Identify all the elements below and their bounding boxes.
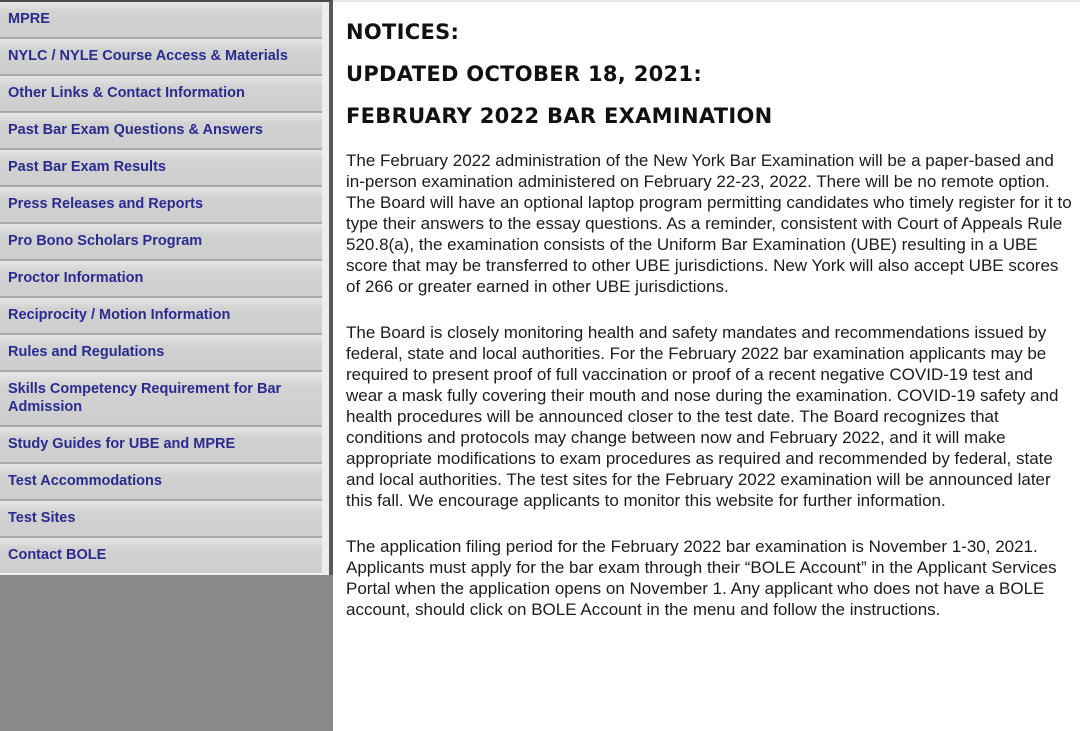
sidebar-item-press-releases-and-reports[interactable]: Press Releases and Reports: [0, 185, 322, 222]
sidebar-item-test-accommodations[interactable]: Test Accommodations: [0, 462, 322, 499]
sidebar-item-rules-and-regulations[interactable]: Rules and Regulations: [0, 333, 322, 370]
health-safety-paragraph: The Board is closely monitoring health and safety mandates and recommendations issued by federal, state and local authorities. For the February 2022 bar examination applicants may be required to present proof of full vaccination or proof of a recent negative COVID-19 test and wear a mask fully covering their mouth and nose during the examination. COVID-19 safety and health procedures will be announced closer to the test date. The Board recognizes that conditions and protocols may change between now and February 2022, and it will make appropriate modifications to exam procedures as required and recommended by federal, state and local authorities. The test sites for the February 2022 examination will be announced later this fall. We encourage applicants to monitor this website for further information.: [346, 323, 1059, 510]
notices-heading: NOTICES:: [346, 20, 460, 44]
sidebar-item-proctor-information[interactable]: Proctor Information: [0, 259, 322, 296]
sidebar-item-past-bar-exam-results[interactable]: Past Bar Exam Results: [0, 148, 322, 185]
sidebar-item-pro-bono-scholars-program[interactable]: Pro Bono Scholars Program: [0, 222, 322, 259]
sidebar-item-test-sites[interactable]: Test Sites: [0, 499, 322, 536]
notices-content: [333, 0, 1080, 731]
exam-heading: FEBRUARY 2022 BAR EXAMINATION: [346, 104, 773, 128]
sidebar-item-other-links-contact-information[interactable]: Other Links & Contact Information: [0, 74, 322, 111]
sidebar-item-nylc-nyle-course-access-materials[interactable]: NYLC / NYLE Course Access & Materials: [0, 37, 322, 74]
updated-date-heading: UPDATED OCTOBER 18, 2021:: [346, 62, 703, 86]
sidebar-item-mpre[interactable]: MPRE: [0, 2, 322, 37]
exam-overview-paragraph: The February 2022 administration of the New York Bar Examination will be a paper-based and in-person examination administered on February 22-23, 2022. There will be no remote option. The Board will have an optional laptop program permitting candidates who timely register for it to type their answers to the essay questions. As a reminder, consistent with Court of Appeals Rule 520.8(a), the examination consists of the Uniform Bar Examination (UBE) resulting in a UBE score that may be transferred to other UBE jurisdictions. New York will also accept UBE scores of 266 or greater earned in other UBE jurisdictions.: [346, 151, 1072, 296]
sidebar-item-reciprocity-motion-information[interactable]: Reciprocity / Motion Information: [0, 296, 322, 333]
sidebar-item-contact-bole[interactable]: Contact BOLE: [0, 536, 322, 575]
sidebar-footer-area: [0, 575, 333, 731]
sidebar-menu: [0, 0, 333, 575]
sidebar-item-skills-competency-requirement-for-bar-admission[interactable]: Skills Competency Requirement for Bar Admission: [0, 370, 322, 425]
sidebar-item-past-bar-exam-questions-answers[interactable]: Past Bar Exam Questions & Answers: [0, 111, 322, 148]
application-filing-paragraph: The application filing period for the February 2022 bar examination is November 1-30, 2021. Applicants must apply for the bar exam through their “BOLE Account” in the Applicant Services Portal when the application opens on November 1. Any applicant who does not have a BOLE account, should click on BOLE Account in the menu and follow the instructions.: [346, 537, 1057, 619]
sidebar-item-study-guides-for-ube-and-mpre[interactable]: Study Guides for UBE and MPRE: [0, 425, 322, 462]
sidebar: [0, 0, 333, 731]
